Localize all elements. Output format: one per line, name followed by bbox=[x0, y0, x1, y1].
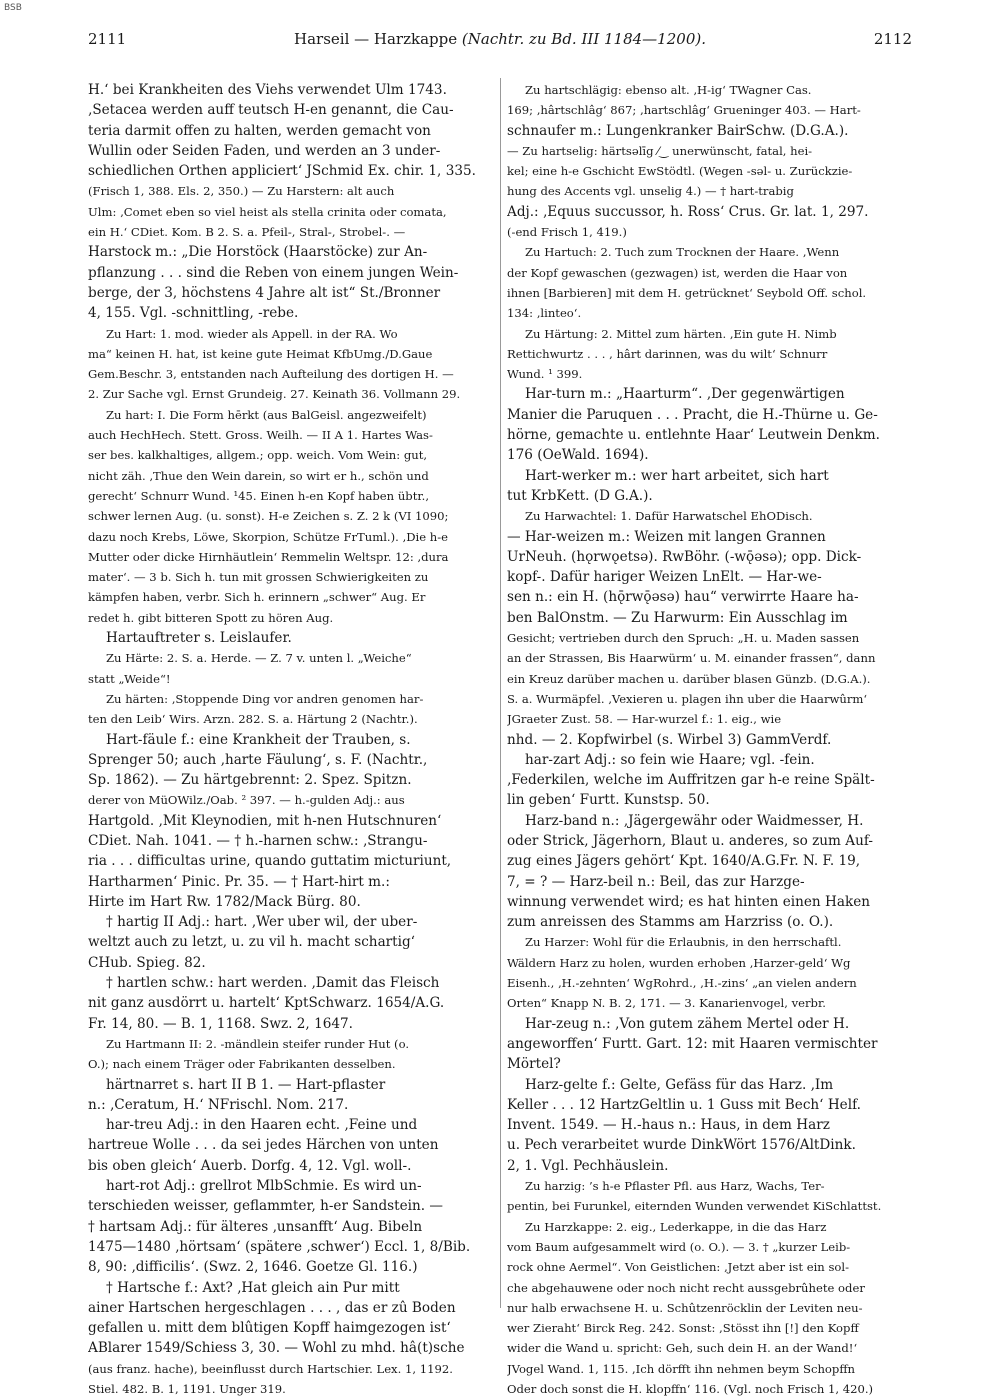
text-line: nur halb erwachsene H. u. Schûtzenröcklin der Leviten neu- bbox=[507, 1300, 863, 1315]
text-line: ein H.‘ CDiet. Kom. B 2. S. a. Pfeil-, Stral-, Strobel-. — bbox=[88, 225, 406, 240]
text-line: Wullin oder Seiden Faden, und werden an 3 under- bbox=[88, 142, 441, 159]
text-line: Gesicht; vertrieben durch den Spruch: „H. u. Maden sassen bbox=[507, 631, 860, 646]
text-line: nit ganz ausdörrt u. hartelt‘ KptSchwarz. 1654/A.G. bbox=[88, 995, 445, 1012]
text-line: CHub. Spieg. 82. bbox=[88, 954, 206, 971]
text-line: † hartlen schw.: hart werden. ‚Damit das Fleisch bbox=[106, 975, 440, 992]
running-title-suffix: (Nachtr. zu Bd. III 1184—1200). bbox=[461, 30, 706, 48]
text-line: Zu härten: ‚Stoppende Ding vor andren genomen har- bbox=[106, 691, 424, 706]
text-line: teria darmit offen zu halten, werden gemacht von bbox=[88, 122, 431, 139]
text-line: tut KrbKett. (D G.A.). bbox=[507, 487, 653, 504]
page-number-right: 2112 bbox=[873, 30, 912, 48]
text-line: ihnen [Barbieren] mit dem H. getrücknet‘ Seybold Off. schol. bbox=[507, 285, 867, 300]
text-line: che abgehauwene oder noch nicht recht aussgebrûhete oder bbox=[507, 1280, 865, 1295]
text-line: CDiet. Nah. 1041. — † h.-harnen schw.: ‚Strangu- bbox=[88, 832, 428, 849]
text-line: weltzt auch zu letzt, u. zu vil h. macht schartig‘ bbox=[88, 934, 416, 951]
text-line: hung des Accents vgl. unselig 4.) — † hart-trabig bbox=[507, 184, 794, 199]
text-line: Gem.Beschr. 3, entstanden nach Aufteilung des dortigen H. — bbox=[88, 367, 454, 382]
text-line: an der Strassen, Bis Haarwürm‘ u. M. einander frassen“, dann bbox=[507, 651, 876, 666]
text-line: der Kopf gewaschen (gezwagen) ist, werden die Haar von bbox=[507, 265, 848, 280]
text-line: Zu Harzkappe: 2. eig., Lederkappe, in die das Harz bbox=[525, 1219, 827, 1234]
text-line: schwer lernen Aug. (u. sonst). H-e Zeichen s. Z. 2 k (VI 1090; bbox=[88, 509, 449, 524]
text-line: wer Zierahtʻ Birck Reg. 242. Sonst: ‚Stösst ihn [!] den Kopff bbox=[507, 1321, 859, 1336]
text-line: H.‘ bei Krankheiten des Viehs verwendet Ulm 1743. bbox=[88, 82, 447, 98]
text-line: schnaufer m.: Lungenkranker BairSchw. (D.G.A.). bbox=[507, 122, 849, 139]
text-line: ser bes. kalkhaltiges, allgem.; opp. weich. Vom Wein: gut, bbox=[88, 448, 428, 463]
text-line: ABlarer 1549/Schiess 3, 30. — Wohl zu mhd. hâ(t)sche bbox=[88, 1340, 465, 1357]
text-line: ainer Hartschen hergeschlagen . . . , das er zû Boden bbox=[88, 1299, 456, 1316]
text-line: mater‘. — 3 b. Sich h. tun mit grossen Schwierigkeiten zu bbox=[88, 570, 429, 585]
text-line: auch HechHech. Stett. Gross. Weilh. — II A 1. Hartes Was- bbox=[88, 428, 433, 443]
text-line: Hartgold. ‚Mit Kleynodien, mit h-nen Hutschnuren‘ bbox=[88, 812, 442, 829]
text-line: berge, der 3, höchstens 4 Jahre alt ist“ St./Bronner bbox=[88, 284, 441, 301]
text-line: Hirte im Hart Rw. 1782/Mack Bürg. 80. bbox=[88, 893, 361, 910]
text-line: Hartharmen‘ Pinic. Pr. 35. — † Hart-hirt m.: bbox=[88, 873, 390, 890]
text-line: Fr. 14, 80. — B. 1, 1168. Swz. 2, 1647. bbox=[88, 1015, 353, 1032]
text-line: (aus franz. hache), beeinflusst durch Hartschier. Lex. 1, 1192. bbox=[88, 1361, 453, 1376]
text-line: Sp. 1862). — Zu härtgebrennt: 2. Spez. Spitzn. bbox=[88, 772, 412, 789]
text-line: schiedlichen Orthen appliciert‘ JSchmid Ex. chir. 1, 335. bbox=[88, 163, 476, 180]
text-line: wider die Wand u. spricht: Geh, such dein H. an der Wand!‘ bbox=[507, 1341, 858, 1356]
text-line: Har-turn m.: „Haarturm“. ‚Der gegenwärtigen bbox=[525, 386, 845, 403]
text-line: vom Baum aufgesammelt wird (o. O.). — 3. † „kurzer Leib- bbox=[507, 1239, 851, 1254]
text-line: Manier die Paruquen . . . Pracht, die H.-Thürne u. Ge- bbox=[507, 406, 878, 423]
text-line: lin geben‘ Furtt. Kunstsp. 50. bbox=[507, 792, 710, 809]
text-line: O.); nach einem Träger oder Fabrikanten desselben. bbox=[88, 1057, 396, 1072]
text-line: Hart-fäule f.: eine Krankheit der Trauben, s. bbox=[106, 731, 411, 748]
text-line: Invent. 1549. — H.-haus n.: Haus, in dem Harz bbox=[507, 1117, 830, 1134]
column-divider bbox=[500, 78, 501, 1308]
text-line: kel; eine h-e Gschicht EwStödtl. (Wegen -səl- u. Zurückzie- bbox=[507, 164, 853, 179]
text-line: Zu Härtung: 2. Mittel zum härten. ‚Ein gute H. Nimb bbox=[525, 326, 837, 341]
text-line: Rettichwurtz . . . , hârt darinnen, was du wilt‘ Schnurr bbox=[507, 346, 828, 361]
text-line: kämpfen haben, verbr. Sich h. erinnern „schwer“ Aug. Er bbox=[88, 590, 426, 605]
text-line: statt „Weide“! bbox=[88, 671, 171, 686]
text-line: ‚Setacea werden auff teutsch H-en genannt, die Cau- bbox=[88, 102, 454, 119]
text-line: sen n.: ein H. (hǭrwǭəsə) hau“ verwirrte Haare ha- bbox=[507, 589, 859, 606]
running-title-text: Harseil — Harzkappe bbox=[294, 30, 458, 48]
text-line: Harstock m.: „Die Horstöck (Haarstöcke) zur An- bbox=[88, 244, 428, 261]
text-line: 7, = ? — Harz-beil n.: Beil, das zur Harzge- bbox=[507, 873, 805, 890]
text-line: Wund. ¹ 399. bbox=[507, 367, 583, 382]
text-line: kopf-. Dafür hariger Weizen LnElt. — Har-we- bbox=[507, 569, 822, 586]
text-line: 2, 1. Vgl. Pechhäuslein. bbox=[507, 1157, 669, 1174]
left-column bbox=[88, 80, 502, 1399]
running-title bbox=[88, 30, 912, 48]
text-line: gefallen u. mitt dem blûtigen Kopff haimgezogen ist‘ bbox=[88, 1320, 451, 1337]
text-line: 1475—1480 ‚hörtsam‘ (spätere ‚schwer‘) Eccl. 1, 8/Bib. bbox=[88, 1238, 471, 1255]
text-line: Zu hartschlägig: ebenso alt. ‚H-ig‘ TWagner Cas. bbox=[525, 83, 812, 97]
text-line: (-end Frisch 1, 419.) bbox=[507, 225, 627, 240]
text-line: Zu Harzer: Wohl für die Erlaubnis, in den herrschaftl. bbox=[525, 935, 842, 950]
text-line: Zu Hart: 1. mod. wieder als Appell. in der RA. Wo bbox=[106, 326, 398, 341]
text-line: derer von MüOWilz./Oab. ² 397. — h.-gulden Adj.: aus bbox=[88, 793, 405, 808]
text-line: hartreue Wolle . . . da sei jedes Härchen von unten bbox=[88, 1137, 439, 1154]
text-line: hart-rot Adj.: grellrot MlbSchmie. Es wird un- bbox=[106, 1178, 422, 1195]
text-line: — Har-weizen m.: Weizen mit langen Grannen bbox=[507, 528, 826, 545]
text-line: Har-zeug n.: ‚Von gutem zähem Mertel oder H. bbox=[525, 1015, 850, 1032]
text-line: Zu Härte: 2. S. a. Herde. — Z. 7 v. unten l. „Weiche“ bbox=[106, 651, 412, 666]
text-line: zug eines Jägers gehört‘ Kpt. 1640/A.G.Fr. N. F. 19, bbox=[507, 853, 861, 870]
text-line: ben BalOnstm. — Zu Harwurm: Ein Ausschlag im bbox=[507, 609, 848, 626]
text-line: bis oben gleich‘ Auerb. Dorfg. 4, 12. Vgl. woll-. bbox=[88, 1157, 412, 1174]
text-line: Zu hart: I. Die Form hērkt (aus BalGeisl. angezweifelt) bbox=[106, 407, 427, 422]
text-line: angeworffen‘ Furtt. Gart. 12: mit Haaren vermischter bbox=[507, 1035, 878, 1052]
text-line: (Frisch 1, 388. Els. 2, 350.) — Zu Harstern: alt auch bbox=[88, 184, 395, 199]
text-line: 176 (OeWald. 1694). bbox=[507, 447, 649, 464]
text-line: ma“ keinen H. hat, ist keine gute Heimat KfbUmg./D.Gaue bbox=[88, 346, 433, 361]
text-line: Ulm: ‚Comet eben so viel heist als stella crinita oder comata, bbox=[88, 204, 447, 219]
text-line: Keller . . . 12 HartzGeltlin u. 1 Guss mit Bech‘ Helf. bbox=[507, 1096, 861, 1113]
text-line: Adj.: ‚Equus succussor, h. Ross‘ Crus. Gr. lat. 1, 297. bbox=[507, 203, 869, 220]
text-line: Hartauftreter s. Leislaufer. bbox=[106, 630, 292, 647]
right-column bbox=[507, 80, 919, 1399]
text-line: terschieden weisser, geflammter, h-er Sandstein. — bbox=[88, 1198, 443, 1215]
text-line: S. a. Wurmäpfel. ‚Vexieren u. plagen ihn uber die Haarwûrm‘ bbox=[507, 691, 868, 706]
text-line: 2. Zur Sache vgl. Ernst Grundeig. 27. Keinath 36. Vollmann 29. bbox=[88, 387, 461, 402]
text-line: 4, 155. Vgl. -schnittling, -rebe. bbox=[88, 305, 299, 322]
text-line: Sprenger 50; auch ‚harte Fäulung‘, s. F. (Nachtr., bbox=[88, 751, 428, 768]
text-line: UrNeuh. (hǫrwǫetsə). RwBöhr. (-wǭəsə); opp. Dick- bbox=[507, 548, 862, 565]
page-number-left: 2111 bbox=[88, 30, 127, 48]
text-line: pflanzung . . . sind die Reben von einem jungen Wein- bbox=[88, 264, 459, 281]
text-line: Oder doch sonst die H. klopffn‘ 116. (Vgl. noch Frisch 1, 420.) bbox=[507, 1382, 874, 1396]
text-line: Zu Hartuch: 2. Tuch zum Trocknen der Haare. ‚Wenn bbox=[525, 245, 840, 260]
text-line: 169; ‚hârtschlâg‘ 867; ‚hartschlâg‘ Grueninger 403. — Hart- bbox=[507, 103, 861, 118]
text-line: † Hartsche f.: Axt? ‚Hat gleich ain Pur mitt bbox=[106, 1279, 400, 1296]
text-line: u. Pech verarbeitet wurde DinkWört 1576/AltDink. bbox=[507, 1137, 856, 1154]
text-line: zum anreissen des Stamms am Harzriss (o. O.). bbox=[507, 914, 834, 931]
text-line: härtnarret s. hart II B 1. — Hart-pflaster bbox=[106, 1076, 386, 1093]
text-line: nicht zäh. ‚Thue den Wein darein, so wirt er h., schön und bbox=[88, 468, 429, 483]
text-line: ein Kreuz darüber machen u. darüber blasen Günzb. (D.G.A.). bbox=[507, 671, 871, 686]
text-line: † hartsam Adj.: für älteres ‚unsanfft‘ Aug. Bibeln bbox=[88, 1218, 423, 1235]
text-line: 8, 90: ‚difficilis‘. (Swz. 2, 1646. Goetze Gl. 116.) bbox=[88, 1259, 418, 1276]
text-line: gerecht‘ Schnurr Wund. ¹45. Einen h-en Kopf haben übtr., bbox=[88, 488, 430, 503]
text-line: Orten“ Knapp N. B. 2, 171. — 3. Kanarienvogel, verbr. bbox=[507, 996, 826, 1011]
text-line: Harz-gelte f.: Gelte, Gefäss für das Harz. ‚Im bbox=[525, 1076, 834, 1093]
page-header bbox=[88, 30, 912, 54]
text-line: Harz-band n.: ‚Jägergewähr oder Waidmesser, H. bbox=[525, 812, 864, 829]
text-line: n.: ‚Ceratum, H.‘ NFrischl. Nom. 217. bbox=[88, 1096, 349, 1113]
text-line: Hart-werker m.: wer hart arbeitet, sich hart bbox=[525, 467, 829, 484]
text-line: har-zart Adj.: so fein wie Haare; vgl. -fein. bbox=[525, 751, 815, 768]
text-line: nhd. — 2. Kopfwirbel (s. Wirbel 3) GammVerdf. bbox=[507, 731, 832, 748]
text-line: redet h. gibt bitteren Spott zu hören Aug. bbox=[88, 610, 334, 625]
library-watermark: BSB bbox=[4, 3, 22, 13]
text-line: ten den Leib‘ Wirs. Arzn. 282. S. a. Härtung 2 (Nachtr.). bbox=[88, 712, 418, 727]
text-line: † hartig II Adj.: hart. ‚Wer uber wil, der uber- bbox=[106, 914, 418, 931]
text-line: Zu harzig: ’s h-e Pflaster Pfl. aus Harz, Wachs, Ter- bbox=[525, 1179, 825, 1194]
text-line: hörne, gemachte u. entlehnte Haar‘ Leutwein Denkm. bbox=[507, 427, 880, 444]
text-line: ‚Federkilen, welche im Auffritzen gar h-e reine Spält- bbox=[507, 772, 875, 789]
text-line: Zu Harwachtel: 1. Dafür Harwatschel EhODisch. bbox=[525, 509, 813, 524]
text-line: JVogel Wand. 1, 115. ‚Ich dörfft ihn nehmen beym Schopffn bbox=[507, 1361, 856, 1376]
text-line: ria . . . difficultas urine, quando guttatim micturiunt, bbox=[88, 853, 452, 870]
text-line: — Zu hartselig: härtsəlīg ⁄‿ unerwünscht, fatal, hei- bbox=[507, 143, 813, 158]
text-line: Stiel. 482. B. 1, 1191. Unger 319. bbox=[88, 1382, 286, 1396]
text-line: Mutter oder dicke Hirnhäutlein‘ Remmelin Weltspr. 12: ‚dura bbox=[88, 549, 449, 564]
text-line: Eisenh., ‚H.-zehnten‘ WgRohrd., ‚H.-zins‘ „an vielen andern bbox=[507, 976, 857, 991]
text-line: dazu noch Krebs, Löwe, Skorpion, Schütze FrTuml.). ‚Die h-e bbox=[88, 529, 448, 544]
text-line: rock ohne Aermel“. Von Geistlichen: ‚Jetzt aber ist ein sol- bbox=[507, 1260, 850, 1275]
text-line: pentin, bei Furunkel, eiternden Wunden verwendet KiSchlattst. bbox=[507, 1199, 882, 1214]
text-line: Zu Hartmann II: 2. -mändlein steifer runder Hut (o. bbox=[106, 1036, 410, 1051]
text-line: Wäldern Harz zu holen, wurden erhoben ‚Harzer-geld‘ Wg bbox=[507, 955, 851, 970]
text-line: oder Strick, Jägerhorn, Blaut u. anderes, so zum Auf- bbox=[507, 832, 873, 849]
text-line: Mörtel? bbox=[507, 1056, 561, 1073]
text-line: har-treu Adj.: in den Haaren echt. ‚Feine und bbox=[106, 1117, 418, 1134]
text-line: winnung verwendet wird; es hat hinten einen Haken bbox=[507, 893, 870, 910]
text-line: JGraeter Zust. 58. — Har-wurzel f.: 1. eig., wie bbox=[507, 712, 782, 727]
text-line: 134: ‚linteo‘. bbox=[507, 306, 582, 321]
